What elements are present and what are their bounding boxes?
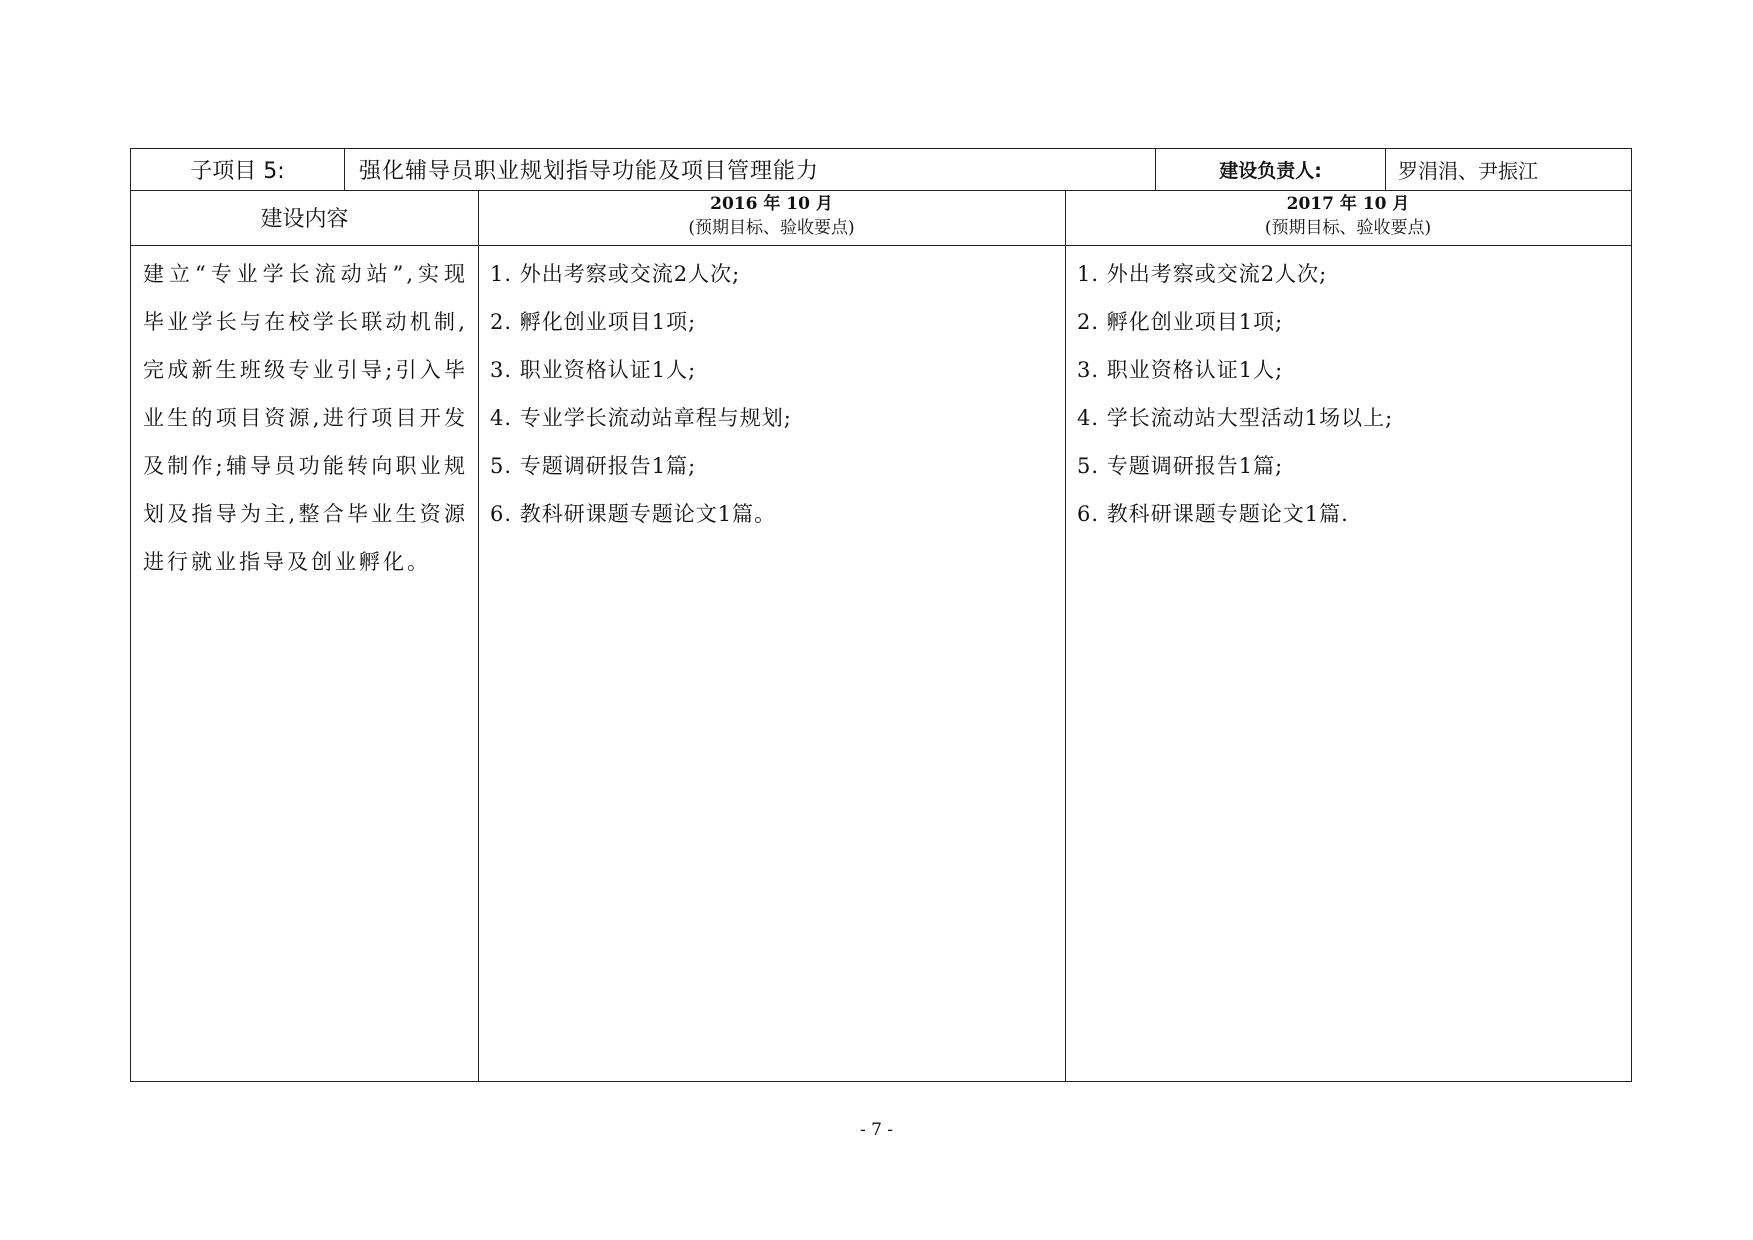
list-item: 4. 学长流动站大型活动1场以上; xyxy=(1077,406,1394,430)
list-item: 6. 教科研课题专题论文1篇。 xyxy=(490,502,777,526)
year-2016-subtitle: (预期目标、验收要点) xyxy=(688,218,855,238)
year-2017-title: 2017 年 10 月 xyxy=(1286,194,1410,214)
list-item: 2. 孵化创业项目1项; xyxy=(1077,310,1284,334)
content-column-header: 建设内容 xyxy=(260,207,349,232)
year-2016-header xyxy=(478,192,1065,245)
content-description: 建立“专业学长流动站”,实现毕业学长与在校学长联动机制,完成新生班级专业引导;引入毕业生的项目资源,进行项目开发及制作;辅导员功能转向职业规划及指导为主,整合毕业生资源进行就业指导及创业孵化。 xyxy=(143,262,468,574)
list-2016 xyxy=(490,250,1060,538)
year-2016-title: 2016 年 10 月 xyxy=(710,194,833,214)
list-2017 xyxy=(1077,250,1627,538)
list-item: 2. 孵化创业项目1项; xyxy=(490,310,697,334)
page-number: - 7 - xyxy=(859,1120,894,1140)
subproject-header-row xyxy=(130,148,1632,191)
list-item: 6. 教科研课题专题论文1篇. xyxy=(1077,502,1349,526)
subproject-title: 强化辅导员职业规划指导功能及项目管理能力 xyxy=(345,149,1156,190)
list-item: 3. 职业资格认证1人; xyxy=(490,358,697,382)
list-item: 1. 外出考察或交流2人次; xyxy=(1077,262,1328,286)
owner-names: 罗涓涓、尹振江 xyxy=(1398,159,1538,183)
owner-label: 建设负责人: xyxy=(1156,149,1386,190)
list-item: 3. 职业资格认证1人; xyxy=(1077,358,1284,382)
list-item: 5. 专题调研报告1篇; xyxy=(1077,454,1284,478)
subproject-label: 子项目 5: xyxy=(131,149,345,190)
list-item: 4. 专业学长流动站章程与规划; xyxy=(490,406,792,430)
header-divider xyxy=(131,245,1631,246)
construction-table xyxy=(130,190,1632,1082)
list-item: 5. 专题调研报告1篇; xyxy=(490,454,697,478)
column-divider xyxy=(1065,190,1066,1081)
list-item: 1. 外出考察或交流2人次; xyxy=(490,262,741,286)
column-divider xyxy=(478,190,479,1081)
year-2017-header xyxy=(1065,192,1631,245)
year-2017-subtitle: (预期目标、验收要点) xyxy=(1264,218,1432,238)
